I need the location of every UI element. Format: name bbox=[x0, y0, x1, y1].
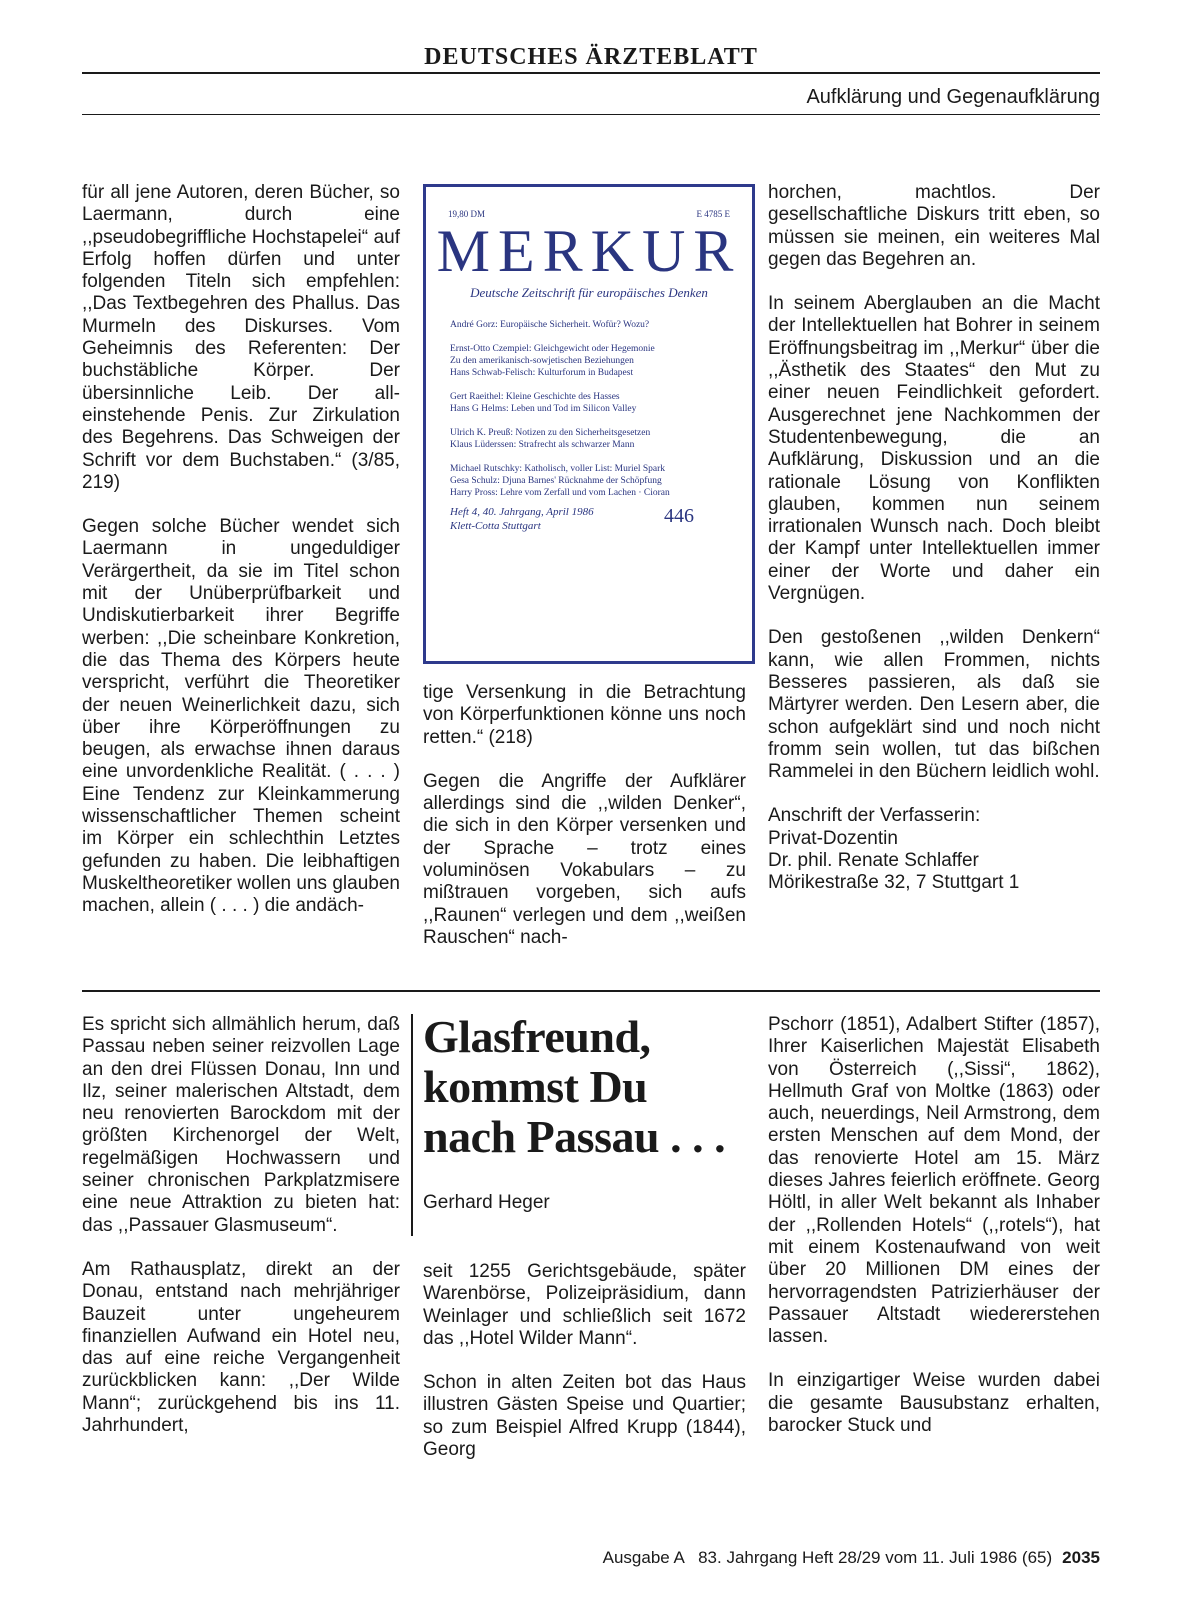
cover-issue bbox=[450, 505, 594, 533]
cover-number: 446 bbox=[664, 505, 694, 527]
merkur-cover-image bbox=[423, 184, 755, 664]
paragraph: Schon in alten Zeiten bot das Haus illustren Gästen Speise und Quartier; so zum Beispiel Alfred Krupp (1844), Georg bbox=[423, 1372, 746, 1461]
contents-group bbox=[450, 343, 732, 379]
upper-column-2 bbox=[423, 682, 746, 949]
address-line: Mörikestraße 32, 7 Stuttgart 1 bbox=[768, 872, 1020, 894]
article-headline bbox=[423, 1012, 743, 1162]
headline-vertical-rule bbox=[411, 1014, 413, 1236]
upper-column-1 bbox=[82, 182, 400, 918]
cover-contents bbox=[450, 319, 732, 511]
page-number: 2035 bbox=[1062, 1548, 1100, 1567]
cover-issue-line: Heft 4, 40. Jahrgang, April 1986 bbox=[450, 506, 594, 518]
address-line: Dr. phil. Renate Schlaffer bbox=[768, 850, 979, 872]
lower-column-2 bbox=[423, 1261, 746, 1461]
article-separator bbox=[82, 990, 1100, 992]
contents-line: Klaus Lüderssen: Strafrecht als schwarzer Mann bbox=[450, 440, 635, 450]
paragraph: horchen, machtlos. Der gesellschaftliche Diskurs tritt eben, so müssen sie meinen, ein weiteres Mal gegen das Begehren an. bbox=[768, 182, 1100, 270]
masthead: DEUTSCHES ÄRZTEBLATT bbox=[424, 44, 758, 70]
paragraph: Den gestoßenen ,,wilden Denkern“ kann, wie allen Frommen, nichts Besseres passieren, als daß sie Märtyrer werden. Den Lesern aber, die schon aufgeklärt sind und noch nicht fromm sein wollen, tut das bißchen Rammelei in den Büchern leidlich wohl. bbox=[768, 627, 1100, 783]
upper-column-3 bbox=[768, 182, 1100, 895]
section-title: Aufklärung und Gegenaufklärung bbox=[806, 86, 1100, 108]
cover-price: 19,80 DM bbox=[448, 209, 486, 219]
headline-line: Glasfreund, bbox=[423, 1011, 651, 1062]
contents-group bbox=[450, 427, 732, 451]
contents-line: Michael Rutschky: Katholisch, voller List: Muriel Spark bbox=[450, 464, 666, 474]
lower-column-1 bbox=[82, 1014, 400, 1437]
paragraph: In einzigartiger Weise wurden dabei die gesamte Bausubstanz erhalten, barocker Stuck und bbox=[768, 1370, 1100, 1437]
contents-line: Ulrich K. Preuß: Notizen zu den Sicherheitsgesetzen bbox=[450, 428, 651, 438]
header-rule-bottom bbox=[82, 114, 1100, 115]
contents-line: Ernst-Otto Czempiel: Gleichgewicht oder Hegemonie bbox=[450, 344, 655, 354]
cover-tagline: Deutsche Zeitschrift für europäisches Denken bbox=[470, 285, 708, 300]
paragraph: Pschorr (1851), Adalbert Stifter (1857), Ihrer Kaiserlichen Majestät Elisabeth von Österreich (,,Sissi“, 1862), Hellmuth Graf von Moltke (1863) oder auch, neuerdings, Neil Armstrong, dem ersten Menschen auf dem Mond, der das renovierte Hotel am 15. März dieses Jahres feierlich eröffnete. Georg Höltl, in aller Welt bekannt als Inhaber der ,,Rollenden Hotels“ (,,rotels“), hat mit einem Kostenaufwand von weit über 20 Millionen DM eines der hervorragendsten Patrizierhäuser der Passauer Altstadt wiedererstehen lassen. bbox=[768, 1014, 1100, 1348]
contents-group bbox=[450, 391, 732, 415]
contents-group bbox=[450, 463, 732, 499]
author-address bbox=[768, 805, 1100, 894]
contents-line: Zu den amerikanisch-sowjetischen Beziehungen bbox=[450, 356, 634, 366]
contents-line: Hans Schwab-Felisch: Kulturforum in Budapest bbox=[450, 368, 634, 378]
contents-line: Gert Raeithel: Kleine Geschichte des Hasses bbox=[450, 392, 620, 402]
contents-line: Hans G Helms: Leben und Tod im Silicon Valley bbox=[450, 404, 637, 414]
paragraph: In seinem Aberglauben an die Macht der Intellektuellen hat Bohrer in seinem Eröffnungsbeitrag im ,,Merkur“ über die ,,Ästhetik des Staates“ den Mut zu einer neuen Feindlichkeit gefordert. Ausgerechnet jene Nachkommen der Studentenbewegung, die an Aufklärung, Diskussion und an die rationale Lösung von Konflikten glauben, kommen nun seinem irrationalen Wunsch nach. Doch bleibt der Kampf unter Intellektuellen immer einer der Worte und daher ein Vergnügen. bbox=[768, 293, 1100, 605]
paragraph: Gegen solche Bücher wendet sich Laermann in ungeduldiger Verärgertheit, da sie im Titel schon mit der Unüberprüfbarkeit und Undiskutierbarkeit ihrer Begriffe werben: ,,Die scheinbare Konkretion, die das Thema des Körpers heute verspricht, verführt die Theoretiker der neuen Weinerlichkeit dazu, sich über ihre Körperöffnungen zu beugen, als erwachse ihnen daraus eine unvordenkliche Realität. ( . . . ) Eine Tendenz zur Kleinkammerung wissenschaftlicher Themen scheint im Körper ein schlechthin Letztes gefunden zu haben. Die leibhaftigen Muskeltheoretiker wollen uns glauben machen, allein ( . . . ) die andäch- bbox=[82, 516, 400, 917]
contents-line: Harry Pross: Lehre vom Zerfall und vom Lachen · Cioran bbox=[450, 488, 670, 498]
address-line: Anschrift der Verfasserin: bbox=[768, 805, 981, 827]
paragraph: für all jene Autoren, deren Bücher, so Laermann, durch eine ,,pseudobegriffliche Hochstapelei“ auf Erfolg hoffen dürfen und unter folgenden Titeln sich empfehlen: ,,Das Textbegehren des Phallus. Das Murmeln des Diskurses. Vom Geheimnis des Referenten: Der buchstäbliche Körper. Der übersinnliche Leib. Der all-einstehende Penis. Zur Zirkulation des Begehrens. Das Schweigen der Schrift vor dem Buchstaben.“ (3/85, 219) bbox=[82, 182, 400, 493]
cover-publisher: Klett-Cotta Stuttgart bbox=[450, 520, 541, 532]
contents-line: Gesa Schulz: Djuna Barnes' Rücknahme der Schöpfung bbox=[450, 476, 662, 486]
footer-edition: Ausgabe A 83. Jahrgang Heft 28/29 vom 11. Juli 1986 (65) bbox=[602, 1548, 1053, 1567]
headline-line: nach Passau . . . bbox=[423, 1111, 726, 1162]
paragraph: Am Rathausplatz, direkt an der Donau, entstand nach mehrjähriger Bauzeit unter ungeheurem finanziellen Aufwand ein Hotel neu, das auf eine reiche Vergangenheit zurückblicken kann: ,,Der Wilde Mann“; zurückgehend bis ins 11. Jahrhundert, bbox=[82, 1258, 400, 1437]
contents-group bbox=[450, 319, 732, 331]
headline-line: kommst Du bbox=[423, 1061, 648, 1112]
paragraph: tige Versenkung in die Betrachtung von Körperfunktionen könne uns noch retten.“ (218) bbox=[423, 682, 746, 748]
paragraph: seit 1255 Gerichtsgebäude, später Warenbörse, Polizeipräsidium, dann Weinlager und schließlich seit 1672 das ,,Hotel Wilder Mann“. bbox=[423, 1261, 746, 1349]
cover-brand: MERKUR bbox=[436, 218, 742, 284]
lower-column-3 bbox=[768, 1014, 1100, 1437]
paragraph: Es spricht sich allmählich herum, daß Passau neben seiner reizvollen Lage an den drei Flüssen Donau, Inn und Ilz, seiner malerischen Altstadt, dem neu renovierten Barockdom mit der größten Kirchenorgel der Welt, regelmäßigen Hochwassern und seiner chronischen Parkplatzmisere eine neue Attraktion zu bieten hat: das ,,Passauer Glasmuseum“. bbox=[82, 1014, 400, 1236]
address-line: Privat-Dozentin bbox=[768, 827, 898, 849]
article-byline: Gerhard Heger bbox=[423, 1192, 550, 1213]
page-footer bbox=[603, 1548, 1100, 1568]
contents-line: André Gorz: Europäische Sicherheit. Wofür? Wozu? bbox=[450, 320, 650, 330]
cover-code: E 4785 E bbox=[696, 209, 730, 219]
header-rule-top bbox=[82, 72, 1100, 74]
paragraph: Gegen die Angriffe der Aufklärer allerdings sind die ,,wilden Denker“, die sich in den Körper versenken und der Sprache – trotz eines voluminösen Vokabulars – zu mißtrauen vorgeben, sich aufs ,,Raunen“ verlegen und dem ,,weißen Rauschen“ nach- bbox=[423, 770, 746, 948]
